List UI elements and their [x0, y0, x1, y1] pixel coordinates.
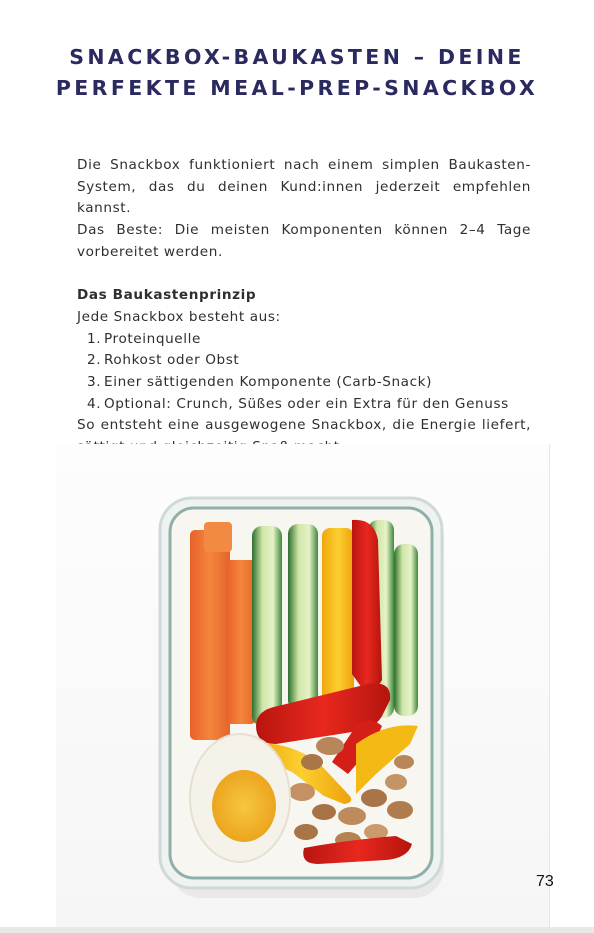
intro-paragraph-2: Das Beste: Die meisten Komponenten können 2–4 Tage vorbereitet werden. — [77, 222, 531, 260]
snackbox-illustration — [56, 444, 550, 927]
list-text: Einer sättigenden Komponente (Carb-Snack) — [104, 374, 433, 391]
carrot-stick — [226, 560, 256, 724]
list-item — [77, 394, 531, 416]
page-title — [0, 42, 594, 104]
component-list — [77, 329, 531, 416]
carrot-stick — [190, 530, 230, 740]
yellow-pepper-strip — [322, 528, 354, 704]
list-number: 1. — [87, 330, 102, 347]
photo-border — [549, 444, 550, 927]
cucumber-stick — [394, 544, 418, 716]
list-text: Rohkost oder Obst — [104, 352, 240, 369]
egg-yolk — [212, 770, 276, 842]
list-number: 4. — [87, 395, 102, 412]
title-line-1: SNACKBOX-BAUKASTEN – DEINE — [69, 45, 525, 69]
cucumber-stick — [252, 526, 282, 726]
carrot-stick-top — [204, 522, 232, 552]
cucumber-stick — [288, 524, 318, 710]
title-line-2: PERFEKTE MEAL-PREP-SNACKBOX — [55, 76, 539, 100]
list-item — [77, 350, 531, 372]
list-item — [77, 372, 531, 394]
section-lead: Jede Snackbox besteht aus: — [77, 308, 281, 325]
list-text: Proteinquelle — [104, 330, 201, 347]
closing-paragraph: So entsteht eine ausgewogene Snackbox, die Energie liefert, — [77, 417, 531, 434]
list-item — [77, 329, 531, 351]
list-number: 3. — [87, 374, 102, 391]
list-text: Optional: Crunch, Süßes oder ein Extra für den Genuss — [104, 395, 509, 412]
snackbox-photo — [56, 444, 550, 927]
section-heading: Das Baukastenprinzip — [77, 287, 257, 304]
page-number: 73 — [536, 873, 554, 890]
page-bottom-edge — [0, 927, 594, 933]
paragraph-gap — [77, 264, 531, 286]
red-pepper-strip — [352, 520, 382, 689]
list-number: 2. — [87, 352, 102, 369]
body-text — [77, 155, 531, 459]
intro-paragraph-1: Die Snackbox funktioniert nach einem simplen Baukasten-System, das du deinen Kund:innen jederzeit empfehlen kannst. — [77, 157, 531, 217]
